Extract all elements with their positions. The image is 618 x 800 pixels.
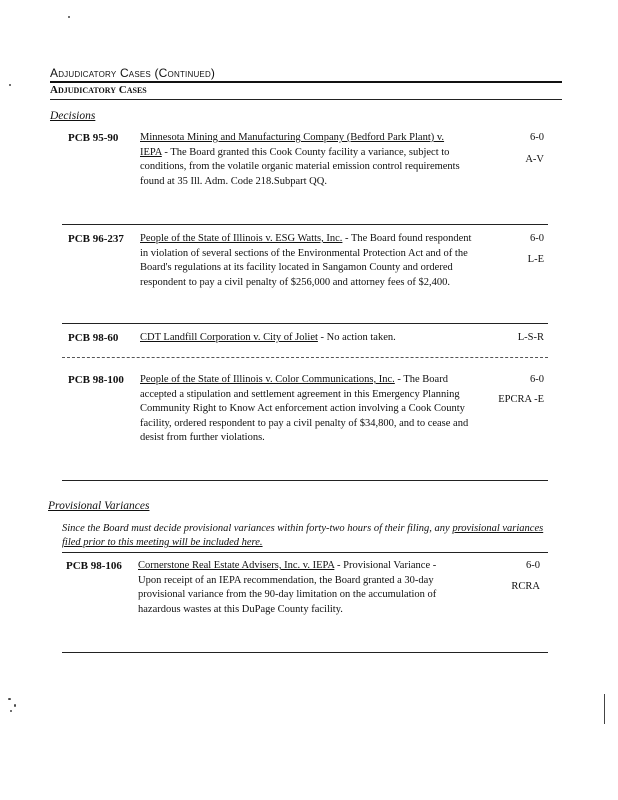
provisional-note-line2: provisional variances filed prior to this meeting will be included here.	[62, 523, 544, 548]
case-text: - The Board found respondent in violation of several sections of the Environmental Protection Act and of the Board's regulations at its facility located in Sangamon County and ordered respondent to pay a civil penalty of $256,000 and attorney fees of $2,400.	[140, 233, 472, 288]
scan-speck	[10, 710, 12, 712]
case-description	[140, 373, 470, 446]
case-text: - No action taken.	[317, 332, 396, 343]
case-type: RCRA	[511, 581, 540, 592]
case-text: - Provisional Variance - Upon receipt of an IEPA recommendation, the Board granted a 30-day provisional variance from the 90-day limitation on the accumulation of hazardous wastes at this DuPage County facility.	[138, 560, 437, 615]
case-divider	[62, 652, 548, 653]
scan-speck	[9, 84, 11, 86]
case-number: PCB 98-106	[66, 560, 122, 572]
header-rule	[50, 81, 562, 83]
case-description	[140, 331, 475, 346]
section-subtitle: Adjudicatory Cases	[50, 84, 147, 96]
provisional-divider	[62, 552, 548, 553]
case-description	[140, 232, 475, 290]
case-divider	[62, 224, 548, 225]
case-number: PCB 95-90	[68, 132, 119, 144]
case-number: PCB 98-100	[68, 374, 124, 386]
case-vote: 6-0	[530, 374, 544, 385]
case-description	[140, 131, 465, 189]
case-vote: 6-0	[526, 560, 540, 571]
case-divider	[62, 480, 548, 481]
case-type: EPCRA -E	[498, 394, 544, 405]
page-title: Adjudicatory Cases (Continued)	[50, 66, 216, 80]
case-title: Minnesota Mining and Manufacturing Company (Bedford Park Plant) v. IEPA	[140, 132, 445, 158]
case-title: People of the State of Illinois v. Color Communications, Inc.	[140, 374, 395, 385]
case-vote: 6-0	[530, 233, 544, 244]
scan-speck	[8, 698, 11, 700]
case-title: People of the State of Illinois v. ESG Watts, Inc.	[140, 233, 343, 244]
case-vote: 6-0	[530, 132, 544, 143]
case-divider	[62, 357, 548, 358]
provisional-note-line1: Since the Board must decide provisional variances within forty-two hours of their filing, any	[62, 523, 453, 534]
case-number: PCB 96-237	[68, 233, 124, 245]
subheader-rule	[50, 99, 562, 100]
case-type: L-S-R	[517, 332, 544, 343]
scan-speck	[68, 16, 70, 18]
case-type: L-E	[527, 254, 544, 265]
provisional-note	[62, 522, 548, 550]
case-title: CDT Landfill Corporation v. City of Joliet	[140, 332, 318, 343]
case-type: A-V	[525, 154, 544, 165]
case-title: Cornerstone Real Estate Advisers, Inc. v. IEPA	[138, 560, 335, 571]
case-number: PCB 98-60	[68, 332, 119, 344]
case-divider	[62, 323, 548, 324]
case-text: - The Board granted this Cook County facility a variance, subject to conditions, from the volatile organic material emission control requirements found at 35 Ill. Adm. Code 218.Subpart QQ.	[140, 146, 460, 187]
case-description	[138, 559, 460, 617]
scan-speck	[604, 694, 605, 724]
provisional-heading: Provisional Variances	[48, 500, 150, 512]
decisions-heading: Decisions	[50, 110, 96, 122]
scan-speck	[14, 704, 16, 707]
case-text: - The Board accepted a stipulation and settlement agreement in this Emergency Planning Community Right to Know Act enforcement action involving a Cook County facility, ordered respondent to pay a civil penalty of $34,800, and to cease and desist from further violations.	[140, 374, 469, 443]
